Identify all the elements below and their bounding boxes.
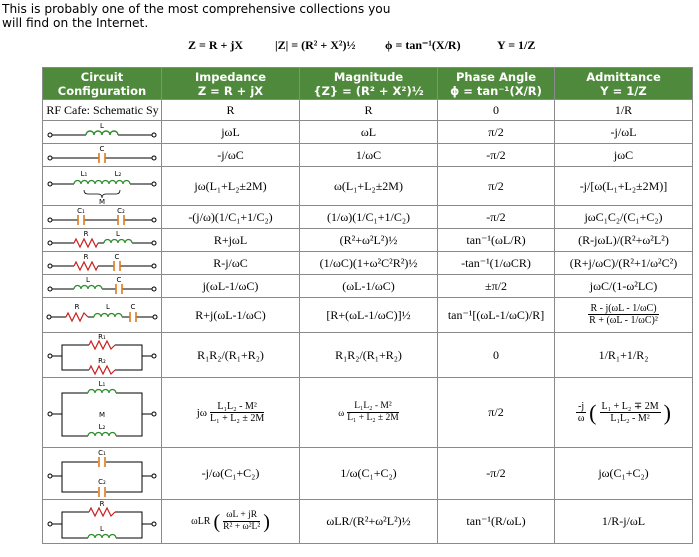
- adm-numerator: R - j(ωL - 1/ωC): [590, 303, 657, 314]
- impedance-cell: R₁R₂/(R₁+R₂): [162, 333, 300, 378]
- label-r2: R₂: [98, 357, 106, 365]
- magnitude-cell: [R+(ωL-1/ωC)]½: [300, 298, 438, 333]
- coupled-inductor-schematic: [44, 168, 160, 205]
- header-circuit: Circuit Configuration: [43, 68, 162, 100]
- label-l: L: [106, 303, 110, 311]
- table-row: [43, 121, 693, 144]
- inductor-schematic: [44, 121, 160, 143]
- admittance-cell: (R-jωL)/(R²+ω²L²): [555, 229, 693, 252]
- impedance-cell: R+jωL: [162, 229, 300, 252]
- circuit-lc-series: [43, 275, 162, 298]
- magnitude-cell: ωLR/(R²+ω²L²)½: [300, 500, 438, 544]
- parallel-rl-schematic: [44, 501, 160, 543]
- header-magnitude: Magnitude {Z} = (R² + X²)½: [300, 68, 438, 100]
- magnitude-cell: ωL: [300, 121, 438, 144]
- phase-cell: tan⁻¹(ωL/R): [438, 229, 555, 252]
- magnitude-cell: (1/ω)(1/C₁+1/C₂): [300, 206, 438, 229]
- label-c: C: [114, 253, 120, 261]
- magnitude-cell: (ωL-1/ωC): [300, 275, 438, 298]
- magnitude-cell: R₁R₂/(R₁+R₂): [300, 333, 438, 378]
- circuit-coupled-inductors: [43, 167, 162, 206]
- phase-cell: 0: [438, 333, 555, 378]
- impedance-cell: R+j(ωL-1/ωC): [162, 298, 300, 333]
- label-r: R: [74, 303, 80, 311]
- label-r1: R₁: [98, 334, 106, 341]
- schematic-caption: RF Cafe: Schematic Sy: [43, 100, 162, 121]
- header-phase: Phase Angle ϕ = tan⁻¹(X/R): [438, 68, 555, 100]
- magnitude-cell: (1/ωC)(1+ω²C²R²)½: [300, 252, 438, 275]
- phase-cell: π/2: [438, 378, 555, 448]
- label-c1: C₁: [98, 449, 106, 457]
- magnitude-cell: 1/ω(C₁+C₂): [300, 448, 438, 500]
- admittance-cell: [555, 298, 693, 333]
- intro-line-1: This is probably one of the most comprehensive collections you: [2, 2, 391, 16]
- rl-series-schematic: [44, 229, 160, 251]
- admittance-cell: $\frac{-j}{\omega}$ ( $\frac{\text{L₁ + L₂ ∓ 2M}}{\text{L₁L₂ - M²}}$ ): [555, 378, 693, 448]
- magnitude-cell: 1/ωC: [300, 144, 438, 167]
- circuit-parallel-rl: [43, 500, 162, 544]
- phase-cell: π/2: [438, 121, 555, 144]
- phase-cell: -π/2: [438, 206, 555, 229]
- header-impedance: Impedance Z = R + jX: [162, 68, 300, 100]
- admittance-cell: (R+j/ωC)/(R²+1/ω²C²): [555, 252, 693, 275]
- table-row: [43, 298, 693, 333]
- phase-cell: tan⁻¹(R/ωL): [438, 500, 555, 544]
- label-c2: C₂: [117, 207, 125, 215]
- circuit-parallel-resistors: [43, 333, 162, 378]
- magnitude-cell: (R²+ω²L²)½: [300, 229, 438, 252]
- label-l: L: [116, 230, 120, 238]
- rc-series-schematic: [44, 252, 160, 274]
- impedance-cell: R-j/ωC: [162, 252, 300, 275]
- phase-cell: tan⁻¹[(ωL-1/ωC)/R]: [438, 298, 555, 333]
- intro-line-2: will find on the Internet.: [2, 16, 149, 30]
- adm-denominator: R + (ωL - 1/ωC)²: [589, 315, 658, 326]
- parallel-coupled-inductor-schematic: [44, 380, 160, 446]
- formula-banner: [0, 36, 699, 54]
- circuit-capacitor: [43, 144, 162, 167]
- table-row: [43, 448, 693, 500]
- parallel-capacitor-schematic: [44, 450, 160, 498]
- label-l: L: [100, 122, 104, 130]
- circuit-inductor: [43, 121, 162, 144]
- parallel-resistor-schematic: [44, 334, 160, 376]
- magnitude-cell: R: [300, 100, 438, 121]
- label-r: R: [83, 253, 89, 261]
- admittance-cell: 1/R: [555, 100, 693, 121]
- capacitor-schematic: [44, 144, 160, 166]
- circuit-parallel-coupled-inductors: [43, 378, 162, 448]
- phase-cell: π/2: [438, 167, 555, 206]
- table-row: [43, 167, 693, 206]
- label-l1: L₁: [80, 169, 88, 178]
- impedance-cell: ωLR ( $\frac{\omega L + jR}{\text{R² + ω²L²}}$ ): [162, 500, 300, 544]
- label-c2: C₂: [98, 477, 106, 486]
- rlc-series-schematic: [44, 300, 160, 330]
- phase-cell: -π/2: [438, 448, 555, 500]
- table-row: [43, 275, 693, 298]
- formula-admittance: Y = 1/Z: [497, 38, 536, 52]
- table-row: [43, 100, 693, 121]
- admittance-cell: jωC₁C₂/(C₁+C₂): [555, 206, 693, 229]
- label-c: C: [99, 145, 105, 153]
- phase-cell: -tan⁻¹(1/ωCR): [438, 252, 555, 275]
- table-header-row: [43, 68, 693, 100]
- label-l1: L₁: [98, 379, 106, 388]
- intro-text: [2, 2, 422, 30]
- impedance-cell: j(ωL-1/ωC): [162, 275, 300, 298]
- magnitude-cell: ω $\frac{\text{L₁L₂ - M²}}{\text{L₁ + L₂ ± 2M}}$: [300, 378, 438, 448]
- impedance-cell: jω $\frac{\text{L₁L₂ - M²}}{\text{L₁ + L₂ ± 2M}}$: [162, 378, 300, 448]
- circuit-rc-series: [43, 252, 162, 275]
- phase-cell: 0: [438, 100, 555, 121]
- impedance-table: [42, 67, 693, 544]
- admittance-cell: jωC/(1-ω²LC): [555, 275, 693, 298]
- table-row: [43, 333, 693, 378]
- magnitude-cell: ω(L₁+L₂±2M): [300, 167, 438, 206]
- circuit-series-capacitors: [43, 206, 162, 229]
- impedance-cell: jωL: [162, 121, 300, 144]
- phase-cell: ±π/2: [438, 275, 555, 298]
- circuit-rlc-series: [43, 298, 162, 333]
- label-c1: C₁: [77, 207, 85, 215]
- impedance-cell: -j/ω(C₁+C₂): [162, 448, 300, 500]
- formula-phase: ϕ = tan⁻¹(X/R): [385, 38, 461, 52]
- table-row: [43, 144, 693, 167]
- phase-cell: -π/2: [438, 144, 555, 167]
- label-l2: L₂: [98, 422, 106, 431]
- label-m: M: [98, 197, 106, 205]
- label-c: C: [116, 276, 122, 284]
- impedance-cell: -j/ωC: [162, 144, 300, 167]
- admittance-cell: jωC: [555, 144, 693, 167]
- label-l: L: [100, 524, 104, 533]
- label-r: R: [83, 230, 89, 238]
- table-row: [43, 500, 693, 544]
- table-row: [43, 206, 693, 229]
- lc-series-schematic: [44, 275, 160, 297]
- formula-impedance: Z = R + jX: [188, 38, 244, 52]
- admittance-cell: jω(C₁+C₂): [555, 448, 693, 500]
- formula-magnitude: |Z| = (R² + X²)½: [275, 38, 356, 52]
- series-capacitor-schematic: [44, 206, 160, 228]
- admittance-cell: 1/R-j/ωL: [555, 500, 693, 544]
- header-admittance: Admittance Y = 1/Z: [555, 68, 693, 100]
- label-c: C: [130, 303, 136, 311]
- label-l: L: [86, 276, 90, 284]
- circuit-rl-series: [43, 229, 162, 252]
- impedance-cell: -(j/ω)(1/C₁+1/C₂): [162, 206, 300, 229]
- table-row: [43, 252, 693, 275]
- admittance-cell: 1/R₁+1/R₂: [555, 333, 693, 378]
- label-l2: L₂: [114, 169, 122, 178]
- admittance-cell: -j/[ω(L₁+L₂±2M)]: [555, 167, 693, 206]
- impedance-cell: R: [162, 100, 300, 121]
- label-r: R: [99, 500, 105, 508]
- circuit-parallel-capacitors: [43, 448, 162, 500]
- admittance-cell: -j/ωL: [555, 121, 693, 144]
- table-row: [43, 229, 693, 252]
- label-m: M: [98, 410, 106, 419]
- impedance-cell: jω(L₁+L₂±2M): [162, 167, 300, 206]
- table-row: [43, 378, 693, 448]
